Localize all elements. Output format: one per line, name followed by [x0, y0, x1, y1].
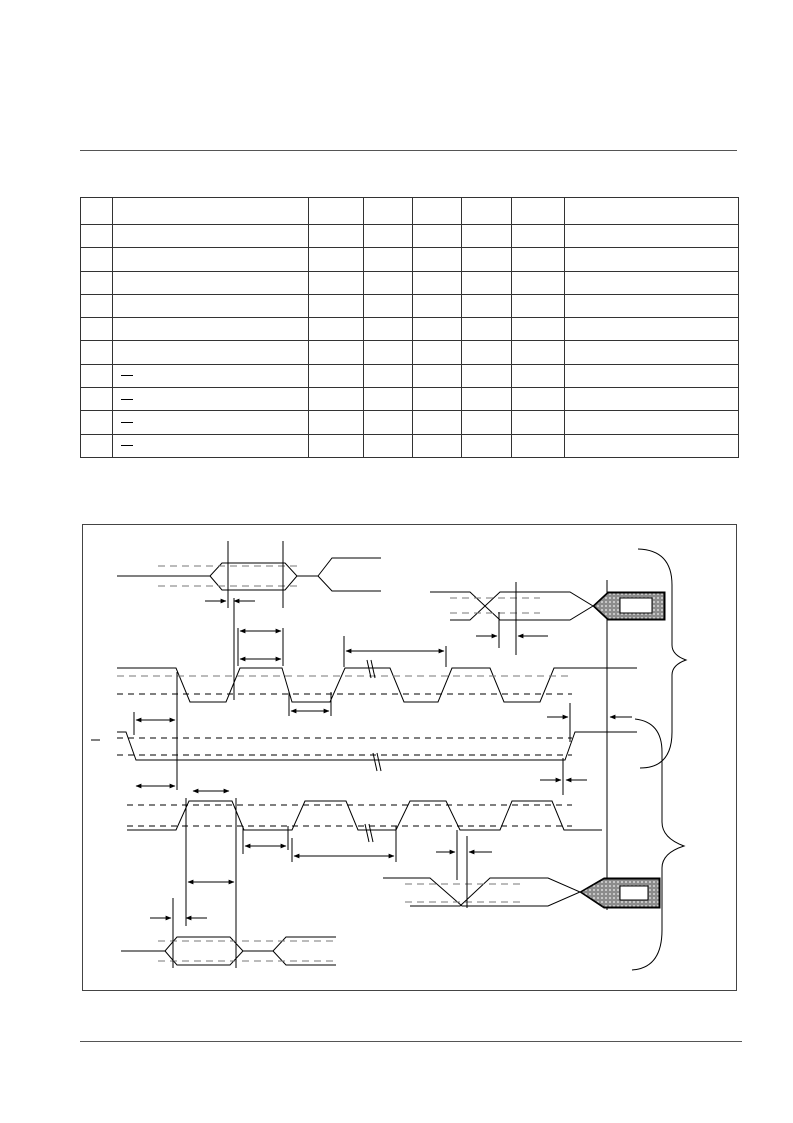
upper-brace: [638, 549, 686, 768]
hatch-upper-inner: [620, 598, 652, 613]
strobe-waveform: [117, 732, 637, 760]
bottom-rule: [80, 1041, 742, 1042]
clock-upper-waveform: [117, 668, 637, 702]
lower-brace: [632, 719, 684, 970]
hatch-lower-inner: [620, 886, 648, 900]
